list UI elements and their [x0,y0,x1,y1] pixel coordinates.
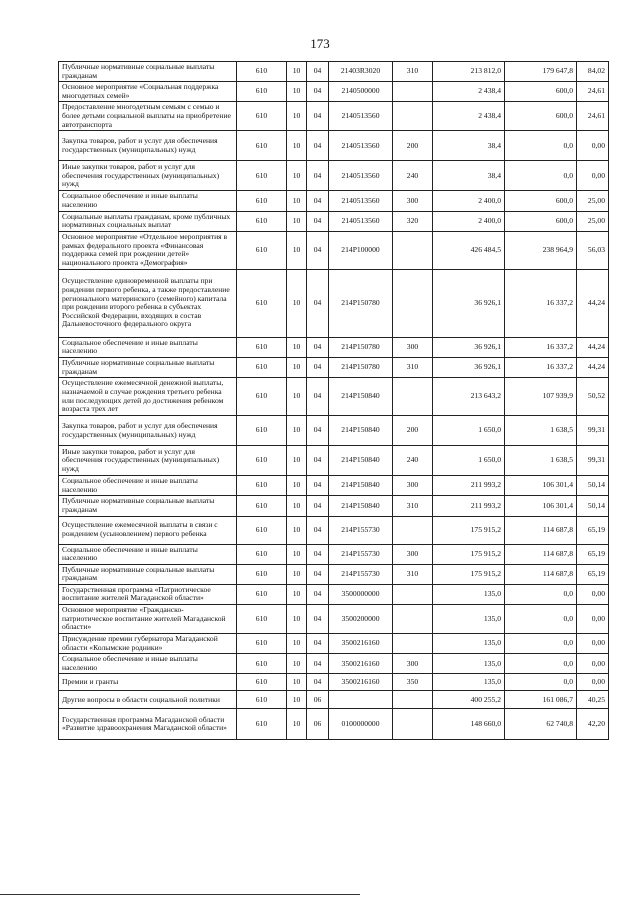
row-percent: 0,00 [577,634,609,654]
table-row [59,691,609,709]
row-percent: 40,25 [577,691,609,709]
row-plan-amount: 38,4 [433,131,505,161]
row-section: 10 [287,161,307,191]
row-expense-type [393,231,433,269]
row-section: 10 [287,191,307,211]
row-subsection: 04 [307,605,329,634]
row-name: Закупка товаров, работ и услуг для обеспечения государственных (муниципальных) нужд [59,131,237,161]
row-name: Основное мероприятие «Гражданско-патриотическое воспитание жителей Магаданской области» [59,605,237,634]
row-subsection: 04 [307,564,329,584]
row-target-article: 2140513560 [329,211,393,231]
row-expense-type: 300 [393,337,433,357]
row-plan-amount: 135,0 [433,654,505,674]
table-row [59,62,609,82]
row-grbs: 610 [237,709,287,740]
row-target-article: 3500200000 [329,605,393,634]
row-grbs: 610 [237,378,287,416]
row-target-article: 3500216160 [329,674,393,691]
row-target-article: 214P150840 [329,378,393,416]
row-section: 10 [287,476,307,496]
row-section: 10 [287,584,307,604]
row-percent: 0,00 [577,131,609,161]
row-target-article: 21403R3020 [329,62,393,82]
row-percent: 44,24 [577,337,609,357]
row-grbs: 610 [237,231,287,269]
row-name: Иные закупки товаров, работ и услуг для обеспечения государственных (муниципальных) нужд [59,161,237,191]
table-row [59,211,609,231]
row-actual-amount: 62 740,8 [505,709,577,740]
row-expense-type [393,269,433,337]
row-expense-type: 310 [393,496,433,516]
row-target-article: 214P155730 [329,544,393,564]
row-name: Иные закупки товаров, работ и услуг для обеспечения государственных (муниципальных) нужд [59,446,237,476]
row-actual-amount: 600,0 [505,102,577,131]
table-row [59,544,609,564]
row-name: Основное мероприятие «Социальная поддержка многодетных семей» [59,82,237,102]
row-actual-amount: 600,0 [505,211,577,231]
table-row [59,269,609,337]
row-target-article: 214P150840 [329,476,393,496]
row-section: 10 [287,709,307,740]
row-percent: 65,19 [577,564,609,584]
row-percent: 0,00 [577,584,609,604]
row-subsection: 04 [307,161,329,191]
table-row [59,337,609,357]
row-subsection: 04 [307,516,329,544]
row-subsection: 04 [307,378,329,416]
row-grbs: 610 [237,654,287,674]
table-row [59,357,609,377]
row-subsection: 06 [307,709,329,740]
row-actual-amount: 0,0 [505,674,577,691]
row-grbs: 610 [237,476,287,496]
row-actual-amount: 106 301,4 [505,476,577,496]
row-percent: 42,20 [577,709,609,740]
row-actual-amount: 238 964,9 [505,231,577,269]
row-subsection: 06 [307,691,329,709]
row-expense-type: 320 [393,211,433,231]
row-plan-amount: 175 915,2 [433,516,505,544]
row-name: Социальное обеспечение и иные выплаты населению [59,191,237,211]
row-subsection: 04 [307,544,329,564]
row-section: 10 [287,82,307,102]
row-section: 10 [287,231,307,269]
row-target-article: 214P150840 [329,496,393,516]
row-plan-amount: 148 660,0 [433,709,505,740]
row-percent: 0,00 [577,605,609,634]
row-section: 10 [287,634,307,654]
row-target-article [329,691,393,709]
table-row [59,416,609,446]
row-percent: 50,14 [577,496,609,516]
row-percent: 0,00 [577,674,609,691]
row-plan-amount: 36 926,1 [433,357,505,377]
row-percent: 25,00 [577,191,609,211]
row-expense-type: 200 [393,416,433,446]
row-name: Публичные нормативные социальные выплаты гражданам [59,357,237,377]
table-row [59,674,609,691]
row-section: 10 [287,674,307,691]
row-actual-amount: 114 687,8 [505,516,577,544]
row-plan-amount: 175 915,2 [433,564,505,584]
row-section: 10 [287,211,307,231]
row-grbs: 610 [237,564,287,584]
row-section: 10 [287,654,307,674]
row-plan-amount: 2 400,0 [433,211,505,231]
row-name: Основное мероприятие «Отдельное мероприятия в рамках федерального проекта «Финансовая поддержка семей при рождении детей» национального проекта «Демография» [59,231,237,269]
row-plan-amount: 175 915,2 [433,544,505,564]
row-name: Осуществление единовременной выплаты при рождении первого ребенка, а также предоставление регионального материнского (семейного) капитала при рождении второго ребенка в субъектах Российской Федерации, входящих в состав Дальневосточного федерального округа [59,269,237,337]
row-percent: 24,61 [577,82,609,102]
row-percent: 0,00 [577,654,609,674]
row-expense-type: 300 [393,654,433,674]
row-plan-amount: 426 484,5 [433,231,505,269]
row-subsection: 04 [307,446,329,476]
row-actual-amount: 1 638,5 [505,416,577,446]
row-expense-type: 310 [393,564,433,584]
row-grbs: 610 [237,357,287,377]
row-expense-type [393,709,433,740]
row-subsection: 04 [307,357,329,377]
row-plan-amount: 135,0 [433,674,505,691]
row-plan-amount: 213 643,2 [433,378,505,416]
row-plan-amount: 1 650,0 [433,416,505,446]
row-plan-amount: 2 438,4 [433,102,505,131]
row-target-article: 214P150840 [329,446,393,476]
row-percent: 44,24 [577,357,609,377]
row-section: 10 [287,544,307,564]
row-subsection: 04 [307,231,329,269]
row-subsection: 04 [307,131,329,161]
row-target-article: 2140513560 [329,131,393,161]
row-target-article: 3500000000 [329,584,393,604]
row-actual-amount: 0,0 [505,131,577,161]
row-name: Публичные нормативные социальные выплаты гражданам [59,62,237,82]
row-name: Публичные нормативные социальные выплаты гражданам [59,564,237,584]
row-section: 10 [287,416,307,446]
row-expense-type [393,605,433,634]
row-name: Социальное обеспечение и иные выплаты населению [59,654,237,674]
row-expense-type: 300 [393,544,433,564]
row-actual-amount: 0,0 [505,654,577,674]
row-actual-amount: 161 086,7 [505,691,577,709]
row-section: 10 [287,496,307,516]
row-target-article: 2140513560 [329,191,393,211]
row-actual-amount: 600,0 [505,191,577,211]
row-name: Государственная программа «Патриотическое воспитание жителей Магаданской области» [59,584,237,604]
row-percent: 99,31 [577,446,609,476]
row-plan-amount: 135,0 [433,584,505,604]
row-subsection: 04 [307,584,329,604]
row-subsection: 04 [307,634,329,654]
row-grbs: 610 [237,161,287,191]
row-grbs: 610 [237,269,287,337]
row-grbs: 610 [237,62,287,82]
row-name: Осуществление ежемесячной выплаты в связи с рождением (усыновлением) первого ребенка [59,516,237,544]
row-subsection: 04 [307,496,329,516]
row-plan-amount: 36 926,1 [433,269,505,337]
row-actual-amount: 0,0 [505,584,577,604]
row-target-article: 3500216160 [329,654,393,674]
row-plan-amount: 211 993,2 [433,496,505,516]
row-name: Присуждение премии губернатора Магаданской области «Колымские родники» [59,634,237,654]
row-percent: 99,31 [577,416,609,446]
row-section: 10 [287,378,307,416]
row-grbs: 610 [237,634,287,654]
row-actual-amount: 114 687,8 [505,544,577,564]
row-subsection: 04 [307,269,329,337]
row-expense-type: 350 [393,674,433,691]
row-expense-type [393,691,433,709]
row-target-article: 214P150780 [329,269,393,337]
row-section: 10 [287,605,307,634]
row-target-article: 214P150780 [329,337,393,357]
table-row [59,605,609,634]
row-percent: 44,24 [577,269,609,337]
row-plan-amount: 38,4 [433,161,505,191]
row-actual-amount: 0,0 [505,605,577,634]
row-section: 10 [287,269,307,337]
row-grbs: 610 [237,446,287,476]
row-name: Публичные нормативные социальные выплаты гражданам [59,496,237,516]
row-name: Осуществление ежемесячной денежной выплаты, назначаемой в случае рождения третьего ребенка или последующих детей до достижения ребенком возраста трех лет [59,378,237,416]
table-row [59,82,609,102]
row-target-article: 2140513560 [329,161,393,191]
table-row [59,446,609,476]
page-number: 173 [310,36,330,51]
row-section: 10 [287,516,307,544]
row-percent: 24,61 [577,102,609,131]
row-target-article: 214P100000 [329,231,393,269]
row-plan-amount: 211 993,2 [433,476,505,496]
row-target-article: 214P155730 [329,516,393,544]
row-name: Государственная программа Магаданской области «Развитие здравоохранения Магаданской области» [59,709,237,740]
row-actual-amount: 0,0 [505,161,577,191]
row-plan-amount: 2 400,0 [433,191,505,211]
row-subsection: 04 [307,337,329,357]
row-grbs: 610 [237,211,287,231]
row-actual-amount: 106 301,4 [505,496,577,516]
row-subsection: 04 [307,82,329,102]
row-expense-type [393,82,433,102]
row-expense-type: 310 [393,62,433,82]
row-plan-amount: 36 926,1 [433,337,505,357]
row-expense-type [393,634,433,654]
row-section: 10 [287,337,307,357]
row-actual-amount: 179 647,8 [505,62,577,82]
row-subsection: 04 [307,476,329,496]
row-grbs: 610 [237,102,287,131]
table-row [59,102,609,131]
table-row [59,709,609,740]
row-target-article: 214P150840 [329,416,393,446]
row-expense-type: 240 [393,446,433,476]
row-percent: 56,03 [577,231,609,269]
row-plan-amount: 400 255,2 [433,691,505,709]
row-grbs: 610 [237,191,287,211]
row-target-article: 3500216160 [329,634,393,654]
table-row [59,191,609,211]
footer-rule [0,894,360,895]
row-percent: 65,19 [577,516,609,544]
row-grbs: 610 [237,82,287,102]
row-grbs: 610 [237,584,287,604]
row-actual-amount: 600,0 [505,82,577,102]
row-section: 10 [287,357,307,377]
row-expense-type [393,378,433,416]
row-grbs: 610 [237,416,287,446]
row-plan-amount: 213 812,0 [433,62,505,82]
budget-table [58,61,609,740]
row-name: Другие вопросы в области социальной политики [59,691,237,709]
table-body [59,62,609,740]
row-name: Социальное обеспечение и иные выплаты населению [59,544,237,564]
row-expense-type: 300 [393,191,433,211]
row-percent: 50,14 [577,476,609,496]
row-plan-amount: 135,0 [433,634,505,654]
row-subsection: 04 [307,191,329,211]
row-actual-amount: 1 638,5 [505,446,577,476]
row-actual-amount: 16 337,2 [505,337,577,357]
row-name: Социальные выплаты гражданам, кроме публичных нормативных социальных выплат [59,211,237,231]
row-actual-amount: 107 939,9 [505,378,577,416]
row-grbs: 610 [237,691,287,709]
row-target-article: 2140500000 [329,82,393,102]
row-actual-amount: 16 337,2 [505,269,577,337]
row-expense-type [393,102,433,131]
row-expense-type [393,516,433,544]
row-subsection: 04 [307,674,329,691]
row-percent: 65,19 [577,544,609,564]
row-plan-amount: 2 438,4 [433,82,505,102]
row-actual-amount: 0,0 [505,634,577,654]
row-subsection: 04 [307,62,329,82]
row-actual-amount: 16 337,2 [505,357,577,377]
row-target-article: 214P155730 [329,564,393,584]
row-section: 10 [287,691,307,709]
row-target-article: 2140513560 [329,102,393,131]
table-row [59,161,609,191]
row-section: 10 [287,102,307,131]
row-percent: 25,00 [577,211,609,231]
row-subsection: 04 [307,654,329,674]
row-percent: 50,52 [577,378,609,416]
row-name: Социальное обеспечение и иные выплаты населению [59,476,237,496]
row-percent: 0,00 [577,161,609,191]
row-percent: 84,02 [577,62,609,82]
row-section: 10 [287,564,307,584]
row-subsection: 04 [307,211,329,231]
row-grbs: 610 [237,516,287,544]
table-row [59,378,609,416]
row-grbs: 610 [237,337,287,357]
row-expense-type: 240 [393,161,433,191]
row-expense-type: 310 [393,357,433,377]
table-row [59,584,609,604]
row-name: Предоставление многодетным семьям с семью и более детьми социальной выплаты на приобретение автотранспорта [59,102,237,131]
table-row [59,476,609,496]
row-expense-type: 300 [393,476,433,496]
row-plan-amount: 1 650,0 [433,446,505,476]
row-section: 10 [287,446,307,476]
table-row [59,516,609,544]
row-name: Социальное обеспечение и иные выплаты населению [59,337,237,357]
row-section: 10 [287,131,307,161]
row-actual-amount: 114 687,8 [505,564,577,584]
row-target-article: 0100000000 [329,709,393,740]
table-row [59,231,609,269]
row-plan-amount: 135,0 [433,605,505,634]
table-row [59,131,609,161]
row-grbs: 610 [237,131,287,161]
row-grbs: 610 [237,674,287,691]
row-expense-type [393,584,433,604]
table-row [59,496,609,516]
row-grbs: 610 [237,544,287,564]
row-grbs: 610 [237,605,287,634]
row-subsection: 04 [307,416,329,446]
row-name: Премии и гранты [59,674,237,691]
table-row [59,634,609,654]
row-target-article: 214P150780 [329,357,393,377]
row-expense-type: 200 [393,131,433,161]
table-row [59,564,609,584]
row-name: Закупка товаров, работ и услуг для обеспечения государственных (муниципальных) нужд [59,416,237,446]
row-subsection: 04 [307,102,329,131]
table-row [59,654,609,674]
row-grbs: 610 [237,496,287,516]
row-section: 10 [287,62,307,82]
